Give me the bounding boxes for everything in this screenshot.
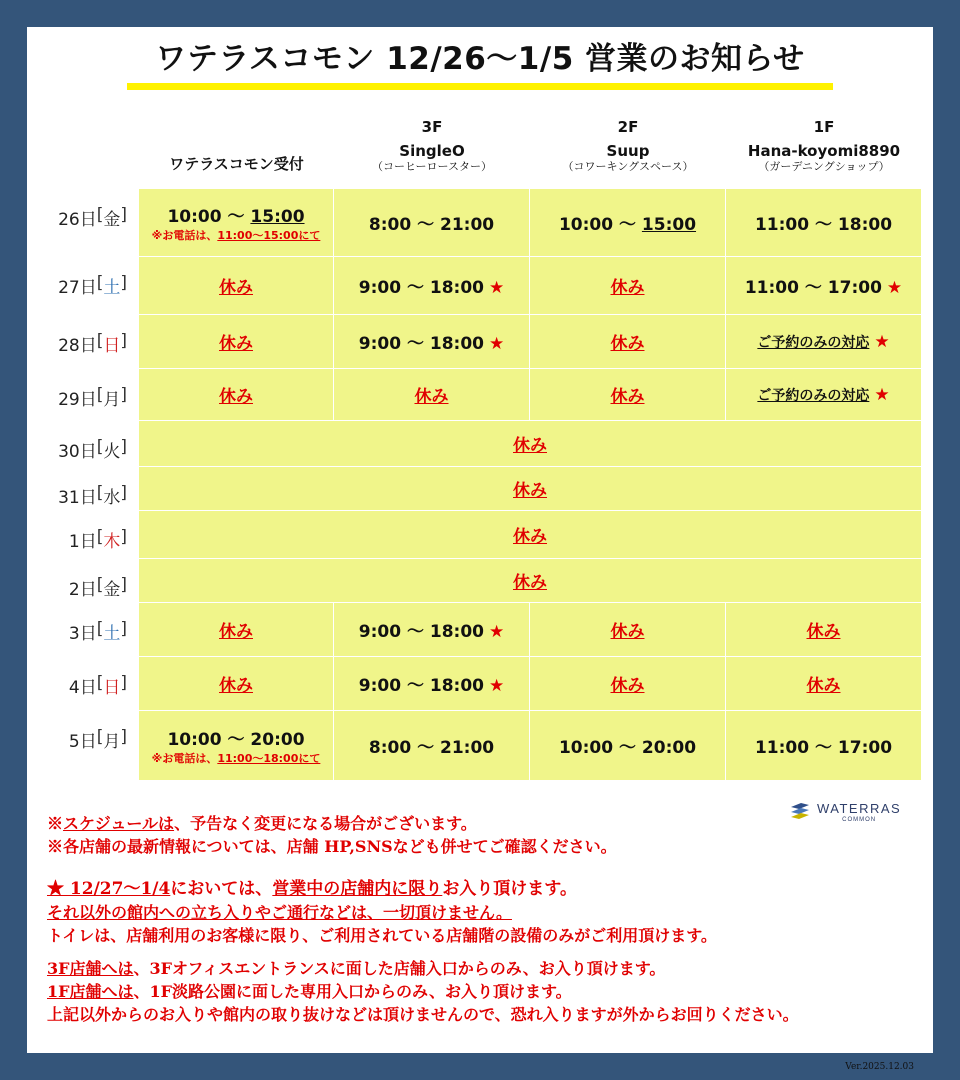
schedule-cell — [530, 315, 726, 369]
weekday: 月 — [103, 732, 121, 752]
schedule-cell — [139, 657, 334, 711]
notices — [47, 812, 927, 1026]
hours-start: 10:00 〜 — [167, 207, 251, 227]
notice-line-3: ★ 12/27〜1/4においては、営業中の店舗内に限りお入り頂けます。 — [47, 879, 577, 899]
hours-end: 15:00 — [641, 215, 697, 235]
hours-text: 9:00 〜 18:00 — [358, 622, 484, 642]
day-number: 2日 — [68, 580, 97, 600]
schedule-cell — [139, 467, 922, 511]
bracket: ] — [120, 331, 127, 351]
column-name: Suup — [606, 142, 650, 160]
cell-main — [611, 617, 645, 642]
reservation-text: ご予約のみの対応 — [757, 334, 870, 351]
closed-text: 休み — [414, 387, 449, 407]
column-header — [530, 113, 726, 189]
schedule-cell — [726, 369, 922, 421]
closed-text: 休み — [610, 676, 645, 696]
schedule-cell — [334, 369, 530, 421]
schedule-cell — [139, 369, 334, 421]
bracket: ] — [120, 385, 127, 405]
weekday: 日 — [103, 678, 121, 698]
bracket: ] — [120, 205, 127, 225]
closed-text: 休み — [610, 387, 645, 407]
cell-main — [757, 385, 889, 405]
schedule-cell — [530, 657, 726, 711]
schedule-cell — [726, 603, 922, 657]
day-label — [37, 467, 139, 511]
day-label — [37, 315, 139, 369]
day-label — [37, 257, 139, 315]
schedule-cell — [334, 657, 530, 711]
cell-main — [559, 210, 696, 235]
notice-line-6: 3F店舗へは、3Fオフィスエントランスに面した店舗入口からのみ、お入り頂けます。 — [47, 959, 666, 978]
star-icon: ★ — [488, 278, 505, 298]
column-name: Hana-koyomi8890 — [747, 142, 901, 160]
day-number: 31日 — [58, 488, 97, 508]
star-icon: ★ — [874, 331, 890, 352]
cell-main — [369, 210, 494, 235]
closed-text: 休み — [513, 527, 547, 547]
weekday: 金 — [103, 210, 121, 230]
day-number: 4日 — [68, 678, 97, 698]
closed-text: 休み — [219, 622, 253, 642]
phone-note-hours: 11:00〜15:00にて — [217, 229, 321, 242]
notice-line-7: 1F店舗へは、1F淡路公園に面した専用入口からのみ、お入り頂けます。 — [47, 982, 572, 1001]
weekday: 月 — [103, 390, 121, 410]
cell-main — [219, 382, 253, 407]
day-number: 1日 — [68, 532, 97, 552]
schedule-cell — [726, 315, 922, 369]
closed-text: 休み — [219, 676, 253, 696]
schedule-cell — [334, 315, 530, 369]
schedule-cell — [726, 711, 922, 781]
version-label: Ver.2025.12.03 — [845, 1062, 914, 1072]
header-corner — [37, 113, 139, 189]
weekday: 土 — [103, 278, 121, 298]
schedule-cell — [139, 603, 334, 657]
cell-main — [219, 671, 253, 696]
cell-main — [755, 733, 892, 758]
bracket: [ — [96, 483, 104, 503]
weekday: 火 — [103, 442, 121, 462]
notice-line-2: ※各店舗の最新情報については、店舗 HP,SNSなども併せてご確認ください。 — [47, 837, 617, 856]
hours-text: 11:00 〜 18:00 — [754, 215, 893, 235]
weekday: 水 — [103, 488, 121, 508]
column-header — [334, 113, 530, 189]
column-floor: 3F — [421, 118, 443, 136]
day-label — [37, 603, 139, 657]
closed-text: 休み — [219, 387, 253, 407]
column-header — [726, 113, 922, 189]
column-floor: 1F — [813, 118, 835, 136]
cell-main — [359, 617, 504, 642]
schedule-cell — [139, 421, 922, 467]
day-label — [37, 559, 139, 603]
cell-main — [359, 273, 504, 298]
schedule-cell — [139, 257, 334, 315]
hours-start: 10:00 〜 — [558, 215, 642, 235]
schedule-cell — [530, 369, 726, 421]
notice-line-5: トイレは、店舗利用のお客様に限り、ご利用されている店舗階の設備のみがご利用頂けます。 — [47, 926, 717, 945]
notice-sheet — [27, 27, 933, 1053]
column-subtitle: （コーヒーロースター） — [371, 160, 492, 173]
cell-main — [807, 671, 841, 696]
bracket: ] — [120, 673, 127, 693]
cell-main — [359, 329, 504, 354]
closed-text: 休み — [513, 481, 547, 501]
title-highlight — [127, 83, 833, 90]
star-icon: ★ — [874, 384, 890, 405]
closed-text: 休み — [610, 334, 645, 354]
bracket: [ — [96, 273, 104, 293]
schedule-cell — [334, 257, 530, 315]
closed-text: 休み — [806, 676, 841, 696]
cell-main — [415, 382, 449, 407]
cell-main — [757, 332, 889, 352]
hours-text: 11:00 〜 17:00 — [744, 278, 882, 298]
cell-main — [611, 671, 645, 696]
hours-text: 8:00 〜 21:00 — [368, 215, 495, 235]
bracket: [ — [96, 331, 104, 351]
day-number: 27日 — [58, 278, 97, 298]
day-number: 30日 — [58, 442, 97, 462]
schedule-cell — [139, 711, 334, 781]
closed-text: 休み — [610, 278, 645, 298]
weekday: 日 — [103, 336, 121, 356]
schedule-cell — [530, 711, 726, 781]
schedule-cell — [530, 603, 726, 657]
bracket: ] — [120, 437, 127, 457]
weekday: 木 — [103, 532, 121, 552]
column-name: SingleO — [399, 142, 465, 160]
day-number: 28日 — [58, 336, 97, 356]
day-label — [37, 421, 139, 467]
hours-end: 15:00 — [250, 207, 305, 227]
title-block — [127, 35, 833, 91]
day-label — [37, 369, 139, 421]
closed-text: 休み — [513, 436, 547, 456]
schedule-cell — [530, 189, 726, 257]
phone-note-prefix: ※お電話は、 — [151, 229, 218, 242]
logo-wordmark: WATERRAS — [817, 800, 902, 816]
bracket: ] — [120, 483, 127, 503]
hours-text: 9:00 〜 18:00 — [358, 334, 484, 354]
phone-note — [152, 752, 321, 766]
cell-main — [611, 329, 645, 354]
cell-main — [755, 210, 892, 235]
cell-main — [369, 733, 494, 758]
bracket: [ — [96, 673, 104, 693]
bracket: ] — [120, 619, 127, 639]
day-number: 26日 — [58, 210, 97, 230]
bracket: [ — [96, 385, 104, 405]
cell-main — [611, 382, 645, 407]
day-label — [37, 189, 139, 257]
column-subtitle: （ガーデニングショップ） — [758, 160, 890, 173]
notice-line-4: それ以外の館内への立ち入りやご通行などは、一切頂けません。 — [47, 903, 512, 922]
schedule-cell — [334, 189, 530, 257]
weekday: 金 — [103, 580, 121, 600]
weekday: 土 — [103, 624, 121, 644]
star-icon: ★ — [488, 622, 505, 642]
star-icon: ★ — [886, 278, 903, 298]
day-number: 29日 — [58, 390, 97, 410]
logo-subtext: COMMON — [842, 816, 877, 823]
hours-text: 9:00 〜 18:00 — [358, 676, 484, 696]
cell-main — [167, 202, 304, 227]
cell-main — [167, 725, 304, 750]
closed-text: 休み — [219, 278, 253, 298]
bracket: [ — [96, 205, 104, 225]
cell-main — [359, 671, 504, 696]
schedule-cell — [726, 657, 922, 711]
reservation-text: ご予約のみの対応 — [757, 387, 870, 404]
cell-main — [807, 617, 841, 642]
bracket: ] — [120, 727, 127, 747]
bracket: [ — [96, 575, 104, 595]
hours-text: 11:00 〜 17:00 — [754, 738, 893, 758]
notice-line-1: ※スケジュールは、予告なく変更になる場合がございます。 — [47, 814, 477, 833]
star-icon: ★ — [488, 676, 505, 696]
cell-main — [611, 273, 645, 298]
schedule-cell — [334, 711, 530, 781]
column-floor: 2F — [617, 118, 639, 136]
hours-text: 10:00 〜 20:00 — [167, 730, 305, 750]
bracket: ] — [120, 575, 127, 595]
page-title: ワテラスコモン 12/26〜1/5 営業のお知らせ — [155, 41, 805, 77]
star-icon: ★ — [488, 334, 505, 354]
schedule-table — [37, 113, 924, 781]
column-name: ワテラスコモン受付 — [169, 155, 304, 173]
closed-text: 休み — [610, 622, 645, 642]
day-label — [37, 511, 139, 559]
phone-note-hours: 11:00〜18:00にて — [217, 752, 321, 765]
hours-text: 10:00 〜 20:00 — [558, 738, 697, 758]
bracket: [ — [96, 437, 104, 457]
schedule-cell — [139, 189, 334, 257]
phone-note — [152, 229, 321, 243]
column-subtitle: （コワーキングスペース） — [562, 160, 694, 173]
closed-text: 休み — [219, 334, 253, 354]
day-label — [37, 657, 139, 711]
day-number: 5日 — [68, 732, 97, 752]
hours-text: 8:00 〜 21:00 — [368, 738, 495, 758]
schedule-cell — [139, 511, 922, 559]
bracket: ] — [120, 273, 127, 293]
schedule-cell — [139, 559, 922, 603]
cell-main — [559, 733, 696, 758]
schedule-cell — [726, 189, 922, 257]
phone-note-prefix: ※お電話は、 — [151, 752, 218, 765]
bracket: [ — [96, 619, 104, 639]
schedule-cell — [726, 257, 922, 315]
closed-text: 休み — [513, 573, 547, 593]
cell-main — [219, 273, 253, 298]
cell-main — [745, 273, 902, 298]
schedule-cell — [139, 315, 334, 369]
closed-text: 休み — [806, 622, 841, 642]
column-header — [139, 113, 334, 189]
bracket: [ — [96, 527, 104, 547]
schedule-cell — [334, 603, 530, 657]
day-number: 3日 — [68, 624, 97, 644]
cell-main — [219, 329, 253, 354]
schedule-cell — [530, 257, 726, 315]
notice-line-8: 上記以外からのお入りや館内の取り抜けなどは頂けませんので、恐れ入りますが外からお回りください。 — [47, 1005, 799, 1024]
bracket: ] — [120, 527, 127, 547]
bracket: [ — [96, 727, 104, 747]
day-label — [37, 711, 139, 781]
cell-main — [219, 617, 253, 642]
hours-text: 9:00 〜 18:00 — [358, 278, 484, 298]
